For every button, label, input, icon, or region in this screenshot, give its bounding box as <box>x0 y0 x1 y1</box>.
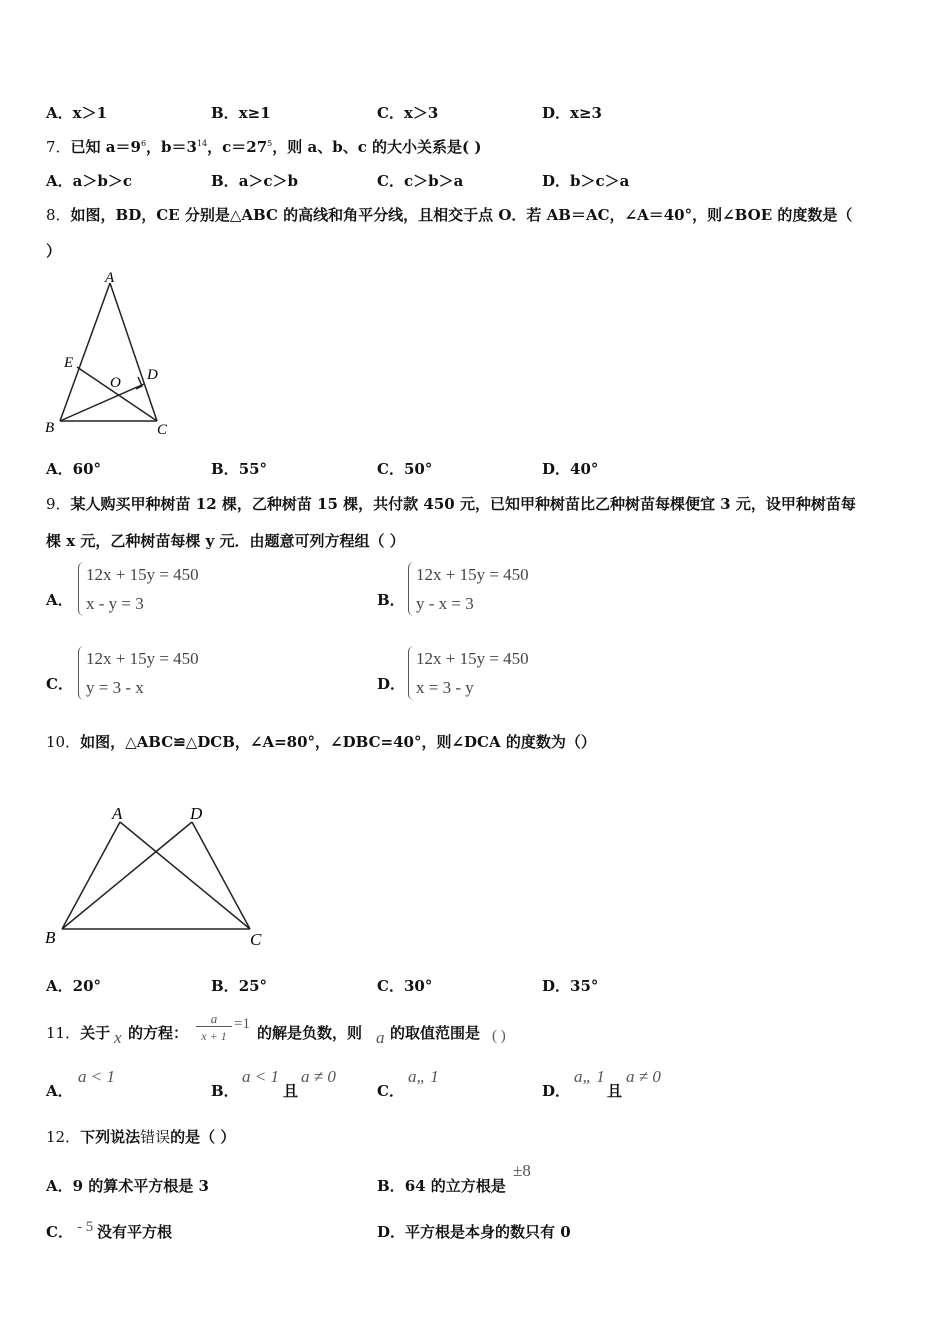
q10-stem: 10．如图，△ABC≌△DCB，∠A=80°，∠DBC=40°，则∠DCA 的度数为（） <box>46 733 596 751</box>
q10-option-d: D．35° <box>542 977 599 995</box>
q9-stem: 9．某人购买甲种树苗 12 棵，乙种树苗 15 棵，共付款 450 元，已知甲种树苗比乙种树苗每棵便宜 3 元，设甲种树苗每 <box>46 495 856 513</box>
q12-stem: 12．下列说法错误的是（ ） <box>46 1128 236 1146</box>
q7-stem: 7．已知 $a=9^6$，$b=3^{14}$，$c=27^5$，则 a、b、c 的大小关系是( ) <box>46 138 482 156</box>
q9-option-a-letter: A． <box>46 591 73 609</box>
q12-option-d: D．平方根是本身的数只有 0 <box>377 1223 571 1241</box>
q10-side-ab <box>62 822 120 929</box>
q11-frac-num: a <box>210 1011 218 1026</box>
q9-option-c-letter: C． <box>46 675 73 693</box>
q12-option-c-letter: C． <box>46 1223 73 1241</box>
q8-option-d: D．40° <box>542 460 599 478</box>
q8-option-b: B．55° <box>211 460 268 478</box>
q11-option-c-math: a„ 1 <box>408 1067 439 1086</box>
q8-option-c: C．50° <box>377 460 433 478</box>
q11-option-d-math: a„ 1 <box>574 1067 605 1086</box>
q7-option-d: D．b＞c＞a <box>542 172 630 190</box>
q10-triangles-figure <box>40 795 270 950</box>
q10-label-a: A <box>112 804 123 823</box>
q8-side-ac <box>110 283 157 421</box>
q11-option-b-letter: B． <box>211 1082 239 1100</box>
q11-option-c-letter: C． <box>377 1082 404 1100</box>
q11-frac-den: x + 1 <box>196 1026 232 1045</box>
q6-option-d: D．x≥3 <box>542 104 602 122</box>
q8-label-e: E <box>64 355 74 371</box>
q8-stem: 8．如图，BD，CE 分别是△ABC 的高线和角平分线，且相交于点 O．若 AB＝AC，∠A＝40°，则∠BOE 的度数是（ <box>46 206 853 224</box>
q6-option-a: A．x＞1 <box>46 104 108 122</box>
q8-label-b: B <box>45 420 55 436</box>
q12-option-c-math: - 5 <box>77 1219 94 1235</box>
q11-option-b-conj: 且 <box>283 1082 299 1100</box>
q8-label-a: A <box>105 270 115 286</box>
q11-option-a-math: a < 1 <box>78 1067 115 1086</box>
q11-fraction <box>196 1011 232 1045</box>
q11-option-b-math: a < 1 <box>242 1067 279 1086</box>
q8-label-o: O <box>110 375 121 391</box>
q9-stem-cont: 棵 x 元，乙种树苗每棵 y 元．由题意可列方程组（ ） <box>46 532 405 550</box>
q10-label-c: C <box>250 930 262 949</box>
q9-option-d-letter: D． <box>377 675 406 693</box>
q10-side-bd <box>62 822 192 929</box>
q8-label-c: C <box>157 422 168 438</box>
q8-stem-cont: ） <box>46 242 62 260</box>
q12-option-c-text: 没有平方根 <box>97 1223 173 1241</box>
q9-option-b-letter: B． <box>377 591 405 609</box>
q11-stem-b: 的方程： <box>128 1024 189 1042</box>
q11-stem-a: 11．关于 <box>46 1024 111 1042</box>
q10-option-a: A．20° <box>46 977 102 995</box>
q10-option-c: C．30° <box>377 977 433 995</box>
q11-option-d-conj: 且 <box>607 1082 623 1100</box>
q11-var-x: x <box>114 1028 122 1047</box>
q7-option-b: B．a＞c＞b <box>211 172 299 190</box>
q11-stem-d: 的取值范围是 <box>390 1024 481 1042</box>
q11-var-a: a <box>376 1028 385 1047</box>
q12-option-a: A．9 的算术平方根是 3 <box>46 1177 209 1195</box>
q11-frac-eq: =1 <box>234 1016 250 1032</box>
q10-option-b: B．25° <box>211 977 268 995</box>
q8-altitude-bd <box>60 384 144 421</box>
q10-side-dc <box>192 822 250 929</box>
q8-label-d: D <box>147 367 158 383</box>
q11-option-b-math2: a ≠ 0 <box>301 1067 336 1086</box>
q6-option-b: B．x≥1 <box>211 104 271 122</box>
q10-label-d: D <box>190 804 203 823</box>
q11-paren: ( ) <box>492 1028 506 1044</box>
q12-option-b: B．64 的立方根是 <box>377 1177 506 1195</box>
q12-option-b-math: ±8 <box>513 1161 531 1180</box>
q6-option-c: C．x＞3 <box>377 104 439 122</box>
q10-label-b: B <box>45 928 56 947</box>
q11-stem-c: 的解是负数，则 <box>257 1024 363 1042</box>
q7-option-c: C．c＞b＞a <box>377 172 464 190</box>
q7-option-a: A．a＞b＞c <box>46 172 132 190</box>
q8-side-ab <box>60 283 110 421</box>
q11-option-a-letter: A． <box>46 1082 73 1100</box>
q8-triangle-figure <box>40 265 180 443</box>
q8-option-a: A．60° <box>46 460 102 478</box>
q11-option-d-letter: D． <box>542 1082 571 1100</box>
q10-side-ac <box>120 822 250 929</box>
q11-option-d-math2: a ≠ 0 <box>626 1067 661 1086</box>
